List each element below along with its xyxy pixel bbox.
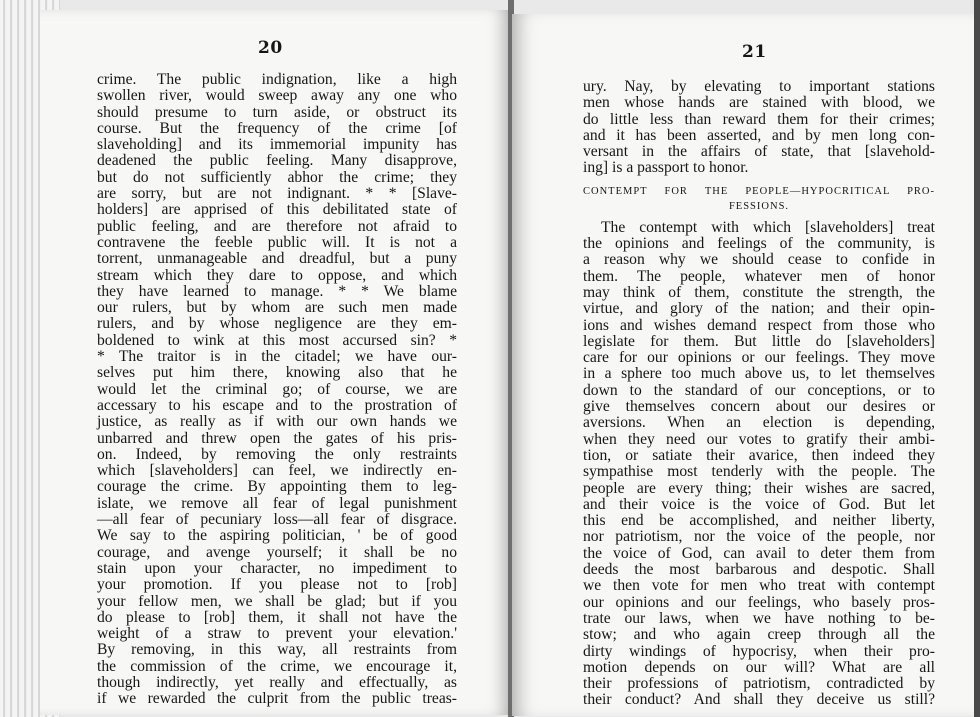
text-line: swollen river, would sweep away any one who xyxy=(97,87,457,105)
text-line: do please to [rob] them, it shall not have the xyxy=(97,608,457,626)
text-line: which [slaveholders] can feel, we indirectly en- xyxy=(97,462,457,480)
right-page xyxy=(512,14,974,716)
text-line: on. Indeed, by removing the only restraints xyxy=(97,445,457,463)
text-line: and it has been asserted, and by men long con- xyxy=(583,126,935,144)
text-line: justice, as really as if with our own hands we xyxy=(97,413,457,431)
text-line: tion, or satiate their avarice, then indeed they xyxy=(583,446,935,464)
text-line: selves put him there, knowing also that he xyxy=(97,364,457,382)
text-line: the voice of God, can avail to deter them from xyxy=(583,544,935,562)
text-line: * The traitor is in the citadel; we have our- xyxy=(97,348,457,366)
text-line: We say to the aspiring politician, ' be of good xyxy=(97,527,457,545)
text-line: weight of a straw to prevent your elevation.' xyxy=(97,625,457,643)
text-line: our opinions and our feelings, who basely pros- xyxy=(583,593,935,611)
text-line: would let the criminal go; of course, we are xyxy=(97,380,457,398)
text-line: do little less than reward them for their crimes; xyxy=(583,110,935,128)
text-line: they have learned to manage. * * We blame xyxy=(97,282,457,300)
section-heading-line-2: FESSIONS. xyxy=(728,200,790,212)
text-line: care for our opinions or our feelings. They move xyxy=(583,349,935,367)
text-line: stream which they dare to oppose, and which xyxy=(97,266,457,284)
text-line: courage, and avenge yourself; it shall be no xyxy=(97,543,457,561)
text-line: though indirectly, yet really and effectually, as xyxy=(97,673,457,691)
text-line: down to the standard of our conceptions, or to xyxy=(583,381,935,399)
text-line: when they need our votes to gratify their ambi- xyxy=(583,430,935,448)
text-line: them. The people, whatever men of honor xyxy=(583,267,935,285)
text-line: contravene the feeble public will. It is not a xyxy=(97,233,457,251)
text-line: boldened to wink at this most accursed sin? * xyxy=(97,331,457,349)
text-line: the commission of the crime, we encourage it, xyxy=(97,657,457,675)
right-page-number: 21 xyxy=(742,42,767,62)
text-line: crime. The public indignation, like a high xyxy=(97,71,457,88)
text-line: legislate for them. But little do [slaveholders] xyxy=(583,332,935,350)
right-page-edge xyxy=(974,0,980,717)
text-line: course. But the frequency of the crime [of xyxy=(97,119,457,137)
text-line: deadened the public feeling. Many disapprove, xyxy=(97,152,457,170)
text-line: torrent, unmanageable and dreadful, but a puny xyxy=(97,250,457,268)
right-page-paragraph-2 xyxy=(583,220,935,709)
text-line: and their voice is the voice of God. But let xyxy=(583,495,935,513)
section-heading xyxy=(583,184,935,214)
text-line: The contempt with which [slaveholders] treat xyxy=(601,218,935,236)
section-heading-line-1: CONTEMPT FOR THE PEOPLE—HYPOCRITICAL PRO- xyxy=(583,185,935,197)
text-line: holders] are apprised of this debilitated state of xyxy=(97,201,457,219)
text-line: are sorry, but are not indignant. * * [Slave- xyxy=(97,185,457,203)
text-line: a reason why we should cease to confide in xyxy=(583,251,935,269)
text-line: aversions. When an election is depending, xyxy=(583,414,935,432)
text-line: dirty windings of hypocrisy, when their pro- xyxy=(583,642,935,660)
text-line: our rulers, but by whom are such men made xyxy=(97,299,457,317)
text-line: rulers, and by whose negligence are they em- xyxy=(97,315,457,333)
text-line: may think of them, constitute the strength, the xyxy=(583,283,935,301)
text-line: should presume to turn aside, or obstruct its xyxy=(97,103,457,121)
text-line: public feeling, and are therefore not afraid to xyxy=(97,217,457,235)
text-line: —all fear of pecuniary loss—all fear of disgrace. xyxy=(97,511,457,529)
text-line: accessary to his escape and to the prostration of xyxy=(97,396,457,414)
text-line: their conduct? And shall they deceive us still? xyxy=(583,691,935,709)
right-page-paragraph-1 xyxy=(583,79,935,177)
text-line: nor patriotism, nor the voice of the people, nor xyxy=(583,528,935,546)
right-page-text xyxy=(583,79,935,709)
text-line: sympathise most tenderly with the people. The xyxy=(583,463,935,481)
text-line: this end be accomplished, and neither liberty, xyxy=(583,512,935,530)
text-line: virtue, and glory of the nation; and their opin- xyxy=(583,300,935,318)
text-line: your fellow men, we shall be glad; but if you xyxy=(97,592,457,610)
text-line: ury. Nay, by elevating to important stations xyxy=(583,78,935,95)
text-line: ions and wishes demand respect from those who xyxy=(583,316,935,334)
text-line: their professions of patriotism, contradicted by xyxy=(583,675,935,693)
text-line: versant in the affairs of state, that [slavehold- xyxy=(583,143,935,161)
text-line: people are every thing; their wishes are sacred, xyxy=(583,479,935,497)
text-line: motion depends on our will? What are all xyxy=(583,658,935,676)
text-line: but do not sufficiently abhor the crime; they xyxy=(97,168,457,186)
text-line: stain upon your character, no impediment to xyxy=(97,559,457,577)
text-line: your promotion. If you please not to [rob] xyxy=(97,576,457,594)
text-line: By removing, in this way, all restraints from xyxy=(97,641,457,659)
text-line: slaveholding] and its immemorial impunity has xyxy=(97,136,457,154)
left-page-text xyxy=(97,72,457,708)
text-line: courage the crime. By appointing them to leg- xyxy=(97,478,457,496)
left-page xyxy=(40,10,510,715)
text-line: unbarred and threw open the gates of his pris- xyxy=(97,429,457,447)
text-line: ing] is a passport to honor. xyxy=(583,159,749,177)
text-line: islate, we remove all fear of legal punishment xyxy=(97,494,457,512)
text-line: we then vote for men who treat with contempt xyxy=(583,577,935,595)
text-line: stow; and who again creep through all the xyxy=(583,626,935,644)
text-line: men whose hands are stained with blood, we xyxy=(583,94,935,112)
text-line: the opinions and feelings of the community, is xyxy=(583,235,935,253)
text-line: in a sphere too much above us, to let themselves xyxy=(583,365,935,383)
text-line: deeds the most barbarous and despotic. Shall xyxy=(583,561,935,579)
left-page-number: 20 xyxy=(258,38,283,58)
text-line: give themselves concern about our desires or xyxy=(583,398,935,416)
text-line: trate our laws, when we have nothing to be- xyxy=(583,609,935,627)
text-line: if we rewarded the culprit from the public treas- xyxy=(97,690,457,708)
